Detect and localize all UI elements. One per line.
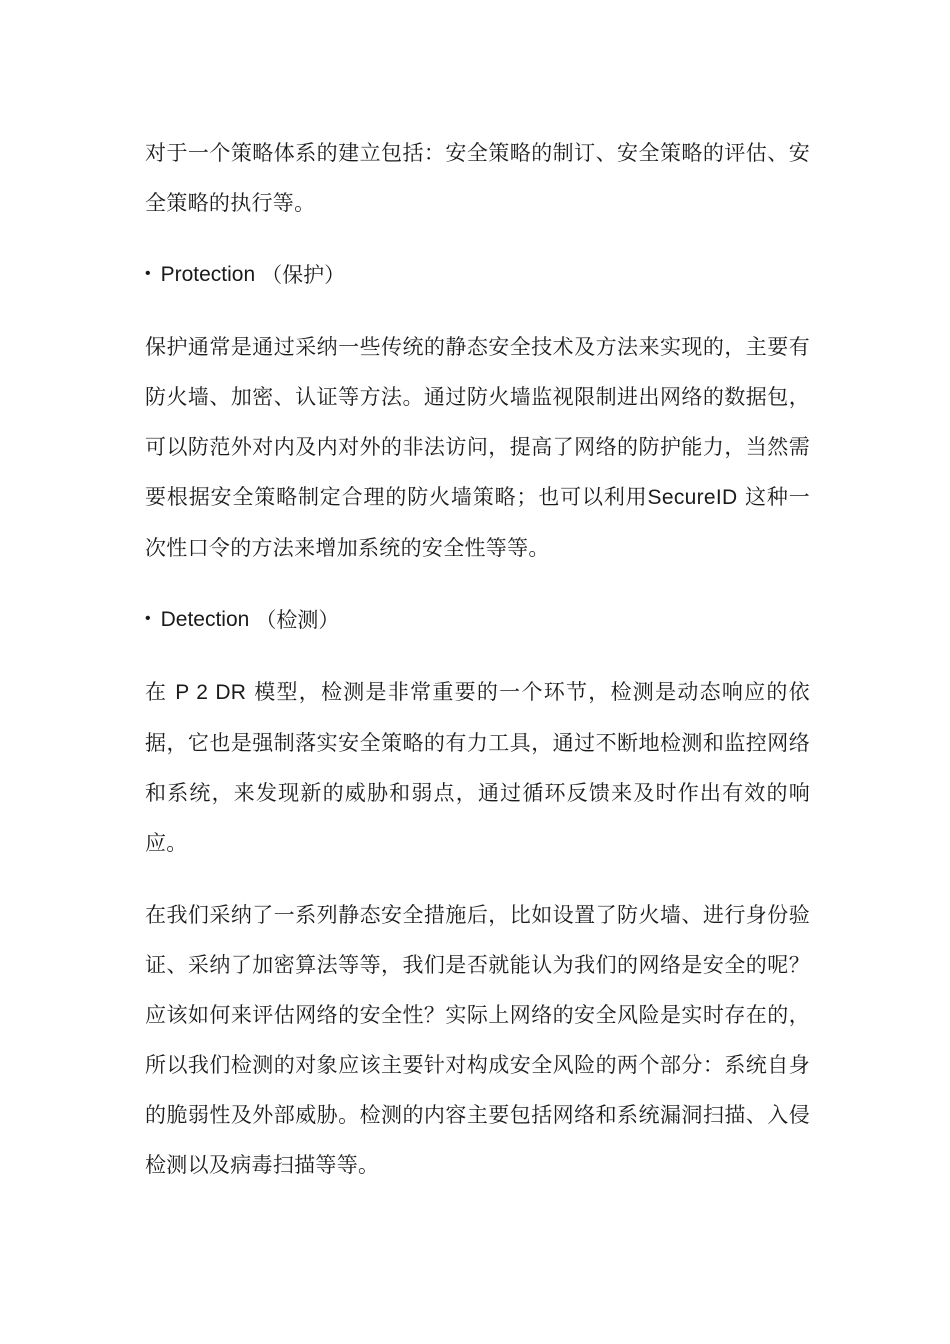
protection-heading-zh: （保护）: [261, 263, 346, 287]
protection-paragraph: [145, 322, 810, 573]
detection-text-pre: 在: [145, 680, 176, 704]
detection-text-post: 模型，检测是非常重要的一个环节，检测是动态响应的依据，它也是强制落实安全策略的有力工具，通过不断地检测和监控网络和系统，来发现新的威胁和弱点，通过循环反馈来及时作出有效的响应。: [145, 680, 810, 855]
protection-text-2: 这种一次性口令的方法来增加系统的安全性等等。: [145, 485, 810, 560]
detection-paragraph-1: [145, 667, 810, 868]
document-page: [145, 128, 810, 1190]
protection-text-latin: SecureID: [647, 486, 738, 509]
bullet-icon: •: [145, 265, 151, 282]
detection-heading-zh: （检测）: [255, 608, 340, 632]
bullet-icon: •: [145, 610, 151, 627]
protection-heading: [145, 250, 810, 300]
detection-paragraph-2: 在我们采纳了一系列静态安全措施后，比如设置了防火墙、进行身份验证、采纳了加密算法等等，我们是否就能认为我们的网络是安全的呢？应该如何来评估网络的安全性？实际上网络的安全风险是实时存在的，所以我们检测的对象应该主要针对构成安全风险的两个部分：系统自身的脆弱性及外部威胁。检测的内容主要包括网络和系统漏洞扫描、入侵检测以及病毒扫描等等。: [145, 903, 810, 1177]
detection-heading: [145, 595, 810, 645]
detection-heading-en: Detection: [160, 608, 250, 631]
protection-text-1: 保护通常是通过采纳一些传统的静态安全技术及方法来实现的，主要有防火墙、加密、认证等方法。通过防火墙监视限制进出网络的数据包，可以防范外对内及内对外的非法访问，提高了网络的防护能力，当然需要根据安全策略制定合理的防火墙策略；也可以利用: [145, 335, 810, 509]
intro-paragraph: 对于一个策略体系的建立包括：安全策略的制订、安全策略的评估、安全策略的执行等。: [145, 141, 810, 215]
detection-text-latin: P 2 DR: [175, 681, 247, 704]
protection-heading-en: Protection: [160, 263, 256, 286]
